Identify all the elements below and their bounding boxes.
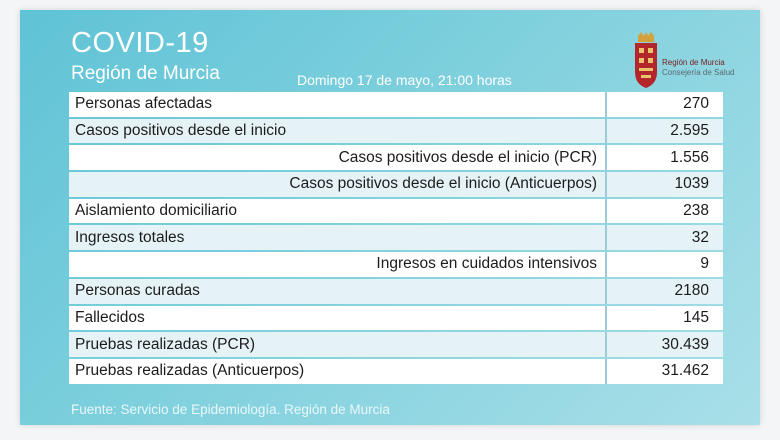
row-value: 2.595 xyxy=(607,119,723,144)
report-date: Domingo 17 de mayo, 21:00 horas xyxy=(297,72,512,88)
logo-text xyxy=(662,58,735,78)
table-row xyxy=(69,359,723,384)
row-label: Pruebas realizadas (PCR) xyxy=(69,332,607,357)
row-label: Aislamiento domiciliario xyxy=(69,199,607,224)
page-title: COVID-19 xyxy=(71,27,209,59)
row-value: 145 xyxy=(607,306,723,331)
stats-table xyxy=(69,90,723,386)
logo-line1: Región de Murcia xyxy=(662,58,725,67)
table-row xyxy=(69,199,723,224)
row-label: Ingresos totales xyxy=(69,225,607,250)
row-value: 30.439 xyxy=(607,332,723,357)
row-label: Casos positivos desde el inicio xyxy=(69,119,607,144)
row-label: Fallecidos xyxy=(69,306,607,331)
table-row xyxy=(69,145,723,170)
row-value: 1.556 xyxy=(607,145,723,170)
row-value: 31.462 xyxy=(607,359,723,384)
table-row xyxy=(69,252,723,277)
logo-line2: Consejería de Salud xyxy=(662,68,735,77)
table-row xyxy=(69,172,723,197)
row-value: 2180 xyxy=(607,279,723,304)
row-label: Casos positivos desde el inicio (Anticuerpos) xyxy=(69,172,607,197)
row-label: Personas curadas xyxy=(69,279,607,304)
row-value: 1039 xyxy=(607,172,723,197)
row-label: Personas afectadas xyxy=(69,92,607,117)
row-value: 9 xyxy=(607,252,723,277)
coat-of-arms-icon xyxy=(632,32,660,92)
table-row xyxy=(69,332,723,357)
table-row xyxy=(69,92,723,117)
table-row xyxy=(69,279,723,304)
row-label: Ingresos en cuidados intensivos xyxy=(69,252,607,277)
infographic-card xyxy=(20,10,760,425)
row-label: Pruebas realizadas (Anticuerpos) xyxy=(69,359,607,384)
table-row xyxy=(69,119,723,144)
row-value: 32 xyxy=(607,225,723,250)
row-value: 270 xyxy=(607,92,723,117)
row-label: Casos positivos desde el inicio (PCR) xyxy=(69,145,607,170)
region-logo xyxy=(632,32,762,92)
region-subtitle: Región de Murcia xyxy=(71,63,220,84)
row-value: 238 xyxy=(607,199,723,224)
table-row xyxy=(69,225,723,250)
source-note: Fuente: Servicio de Epidemiología. Región de Murcia xyxy=(71,402,390,417)
table-row xyxy=(69,306,723,331)
